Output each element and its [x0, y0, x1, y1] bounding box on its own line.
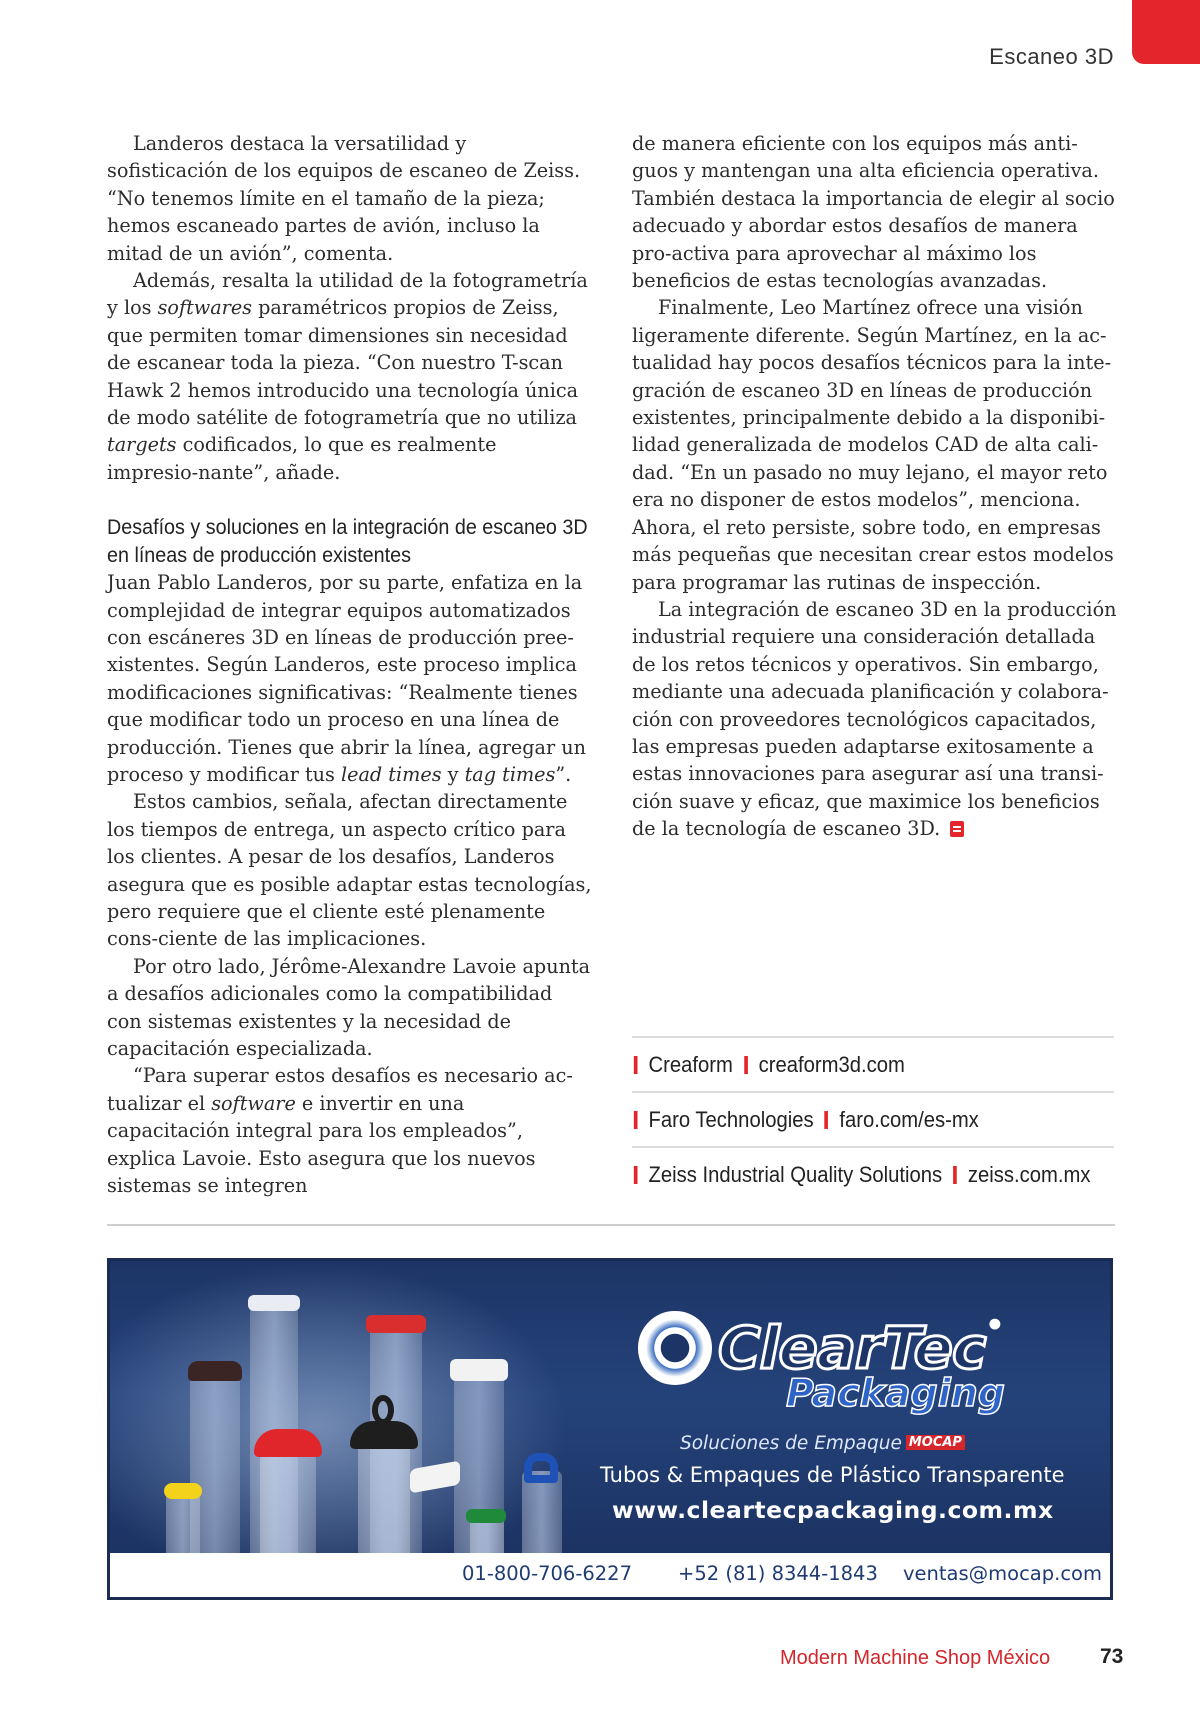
- paragraph: Juan Pablo Landeros, por su parte, enfatiza en la complejidad de integrar equipos automatizados con escáneres 3D en líneas de producción pree-xistentes. Según Landeros, este proceso implica modificaciones significativas: “Realmente tienes que modificar todo un proceso en una línea de producción. Tienes que abrir la línea, agregar un proceso y modificar tus lead times y tag times”.: [107, 571, 586, 786]
- logo-subtitle: Packaging: [786, 1371, 1005, 1415]
- paragraph: Estos cambios, señala, afectan directamente los tiempos de entrega, un aspecto crítico para los clientes. A pesar de los desafíos, Landeros asegura que es posible adaptar estas tecnologías, pero requiere que el cliente esté plenamente cons-ciente de las implicaciones.: [107, 790, 592, 951]
- reference-item: [632, 1036, 1114, 1091]
- cleartec-logo-icon: [638, 1311, 712, 1385]
- ad-tagline: Soluciones de Empaque MOCAP: [680, 1433, 965, 1454]
- magazine-name: Modern Machine Shop México: [780, 1647, 1051, 1669]
- reference-company: Faro Technologies: [648, 1106, 814, 1132]
- ad-phone-2[interactable]: +52 (81) 8344-1843: [678, 1562, 878, 1585]
- ad-phone-1[interactable]: 01-800-706-6227: [462, 1562, 632, 1585]
- red-bar-icon: [744, 1056, 748, 1074]
- article-column-left: [107, 130, 592, 1199]
- paragraph: Además, resalta la utilidad de la fotogrametría y los softwares paramétricos propios de Zeiss, que permiten tomar dimensiones sin necesidad de escanear toda la pieza. “Con nuestro T-scan Hawk 2 hemos introducido una tecnología única de modo satélite de fotogrametría que no utiliza targets codificados, lo que es realmente impresio-nante”, añade.: [107, 269, 588, 484]
- reference-item: [632, 1091, 1114, 1146]
- ad-email[interactable]: ventas@mocap.com: [903, 1562, 1102, 1585]
- ad-contact-bar: [110, 1553, 1110, 1597]
- divider: [107, 1224, 1115, 1226]
- reference-url[interactable]: zeiss.com.mx: [967, 1161, 1091, 1187]
- red-bar-icon: [634, 1056, 638, 1074]
- advertisement-banner[interactable]: [107, 1258, 1113, 1600]
- section-heading: Desafíos y soluciones en la integración de escaneo 3D en líneas de producción existentes: [107, 516, 588, 567]
- section-label: Escaneo 3D: [989, 44, 1114, 69]
- paragraph: “Para superar estos desafíos es necesario ac-tualizar el software e invertir en una capacitación integral para los empleados”, explica Lavoie. Esto asegura que los nuevos sistemas se integren: [107, 1064, 573, 1198]
- section-tab: [1132, 0, 1200, 64]
- paragraph: La integración de escaneo 3D en la producción industrial requiere una consideración detallada de los retos técnicos y operativos. Sin embargo, mediante una adecuada planificación y colabora-ción con proveedores tecnológicos capacitados, las empresas pueden adaptarse exitosamente a estas innovaciones para asegurar así una transi-ción suave y eficaz, que maximice los beneficios de la tecnología de escaneo 3D.: [632, 597, 1117, 841]
- paragraph: de manera eficiente con los equipos más anti-guos y mantengan una alta eficiencia operativa. También destaca la importancia de elegir al socio adecuado y abordar estos desafíos de manera pro-activa para aprovechar al máximo los beneficios de estas tecnologías avanzadas.: [632, 132, 1115, 293]
- reference-company: Zeiss Industrial Quality Solutions: [648, 1161, 943, 1187]
- red-bar-icon: [634, 1111, 638, 1129]
- paragraph: Por otro lado, Jérôme-Alexandre Lavoie apunta a desafíos adicionales como la compatibilidad con sistemas existentes y la necesidad de capacitación especializada.: [107, 954, 591, 1060]
- page-number: 73: [1100, 1645, 1124, 1668]
- reference-company: Creaform: [648, 1051, 733, 1077]
- red-bar-icon: [634, 1166, 638, 1184]
- reference-url[interactable]: creaform3d.com: [758, 1051, 905, 1077]
- references-list: [632, 1036, 1114, 1201]
- ad-description: Tubos & Empaques de Plástico Transparente: [600, 1463, 1065, 1487]
- article-column-right: [632, 130, 1119, 843]
- reference-url[interactable]: faro.com/es-mx: [839, 1106, 979, 1132]
- logo-wordmark: ClearTec ®: [718, 1314, 1000, 1382]
- red-bar-icon: [953, 1166, 957, 1184]
- end-of-article-icon: [950, 821, 964, 837]
- paragraph: Finalmente, Leo Martínez ofrece una visión ligeramente diferente. Según Martínez, en la ac-tualidad hay pocos desafíos técnicos para la inte-gración de escaneo 3D en líneas de producción existentes, principalmente debido a la disponibi-lidad generalizada de modelos CAD de alta cali-dad. “En un pasado no muy lejano, el mayor reto era no disponer de estos modelos”, menciona. Ahora, el reto persiste, sobre todo, en empresas más pequeñas que necesitan crear estos modelos para programar las rutinas de inspección.: [632, 296, 1114, 594]
- red-bar-icon: [825, 1111, 829, 1129]
- reference-item: [632, 1146, 1114, 1201]
- ad-website[interactable]: www.cleartecpackaging.com.mx: [612, 1496, 1054, 1524]
- mocap-brand: MOCAP: [906, 1435, 965, 1450]
- paragraph: Landeros destaca la versatilidad y sofisticación de los equipos de escaneo de Zeiss. “No tenemos límite en el tamaño de la pieza; hemos escaneado partes de avión, incluso la mitad de un avión”, comenta.: [107, 132, 581, 265]
